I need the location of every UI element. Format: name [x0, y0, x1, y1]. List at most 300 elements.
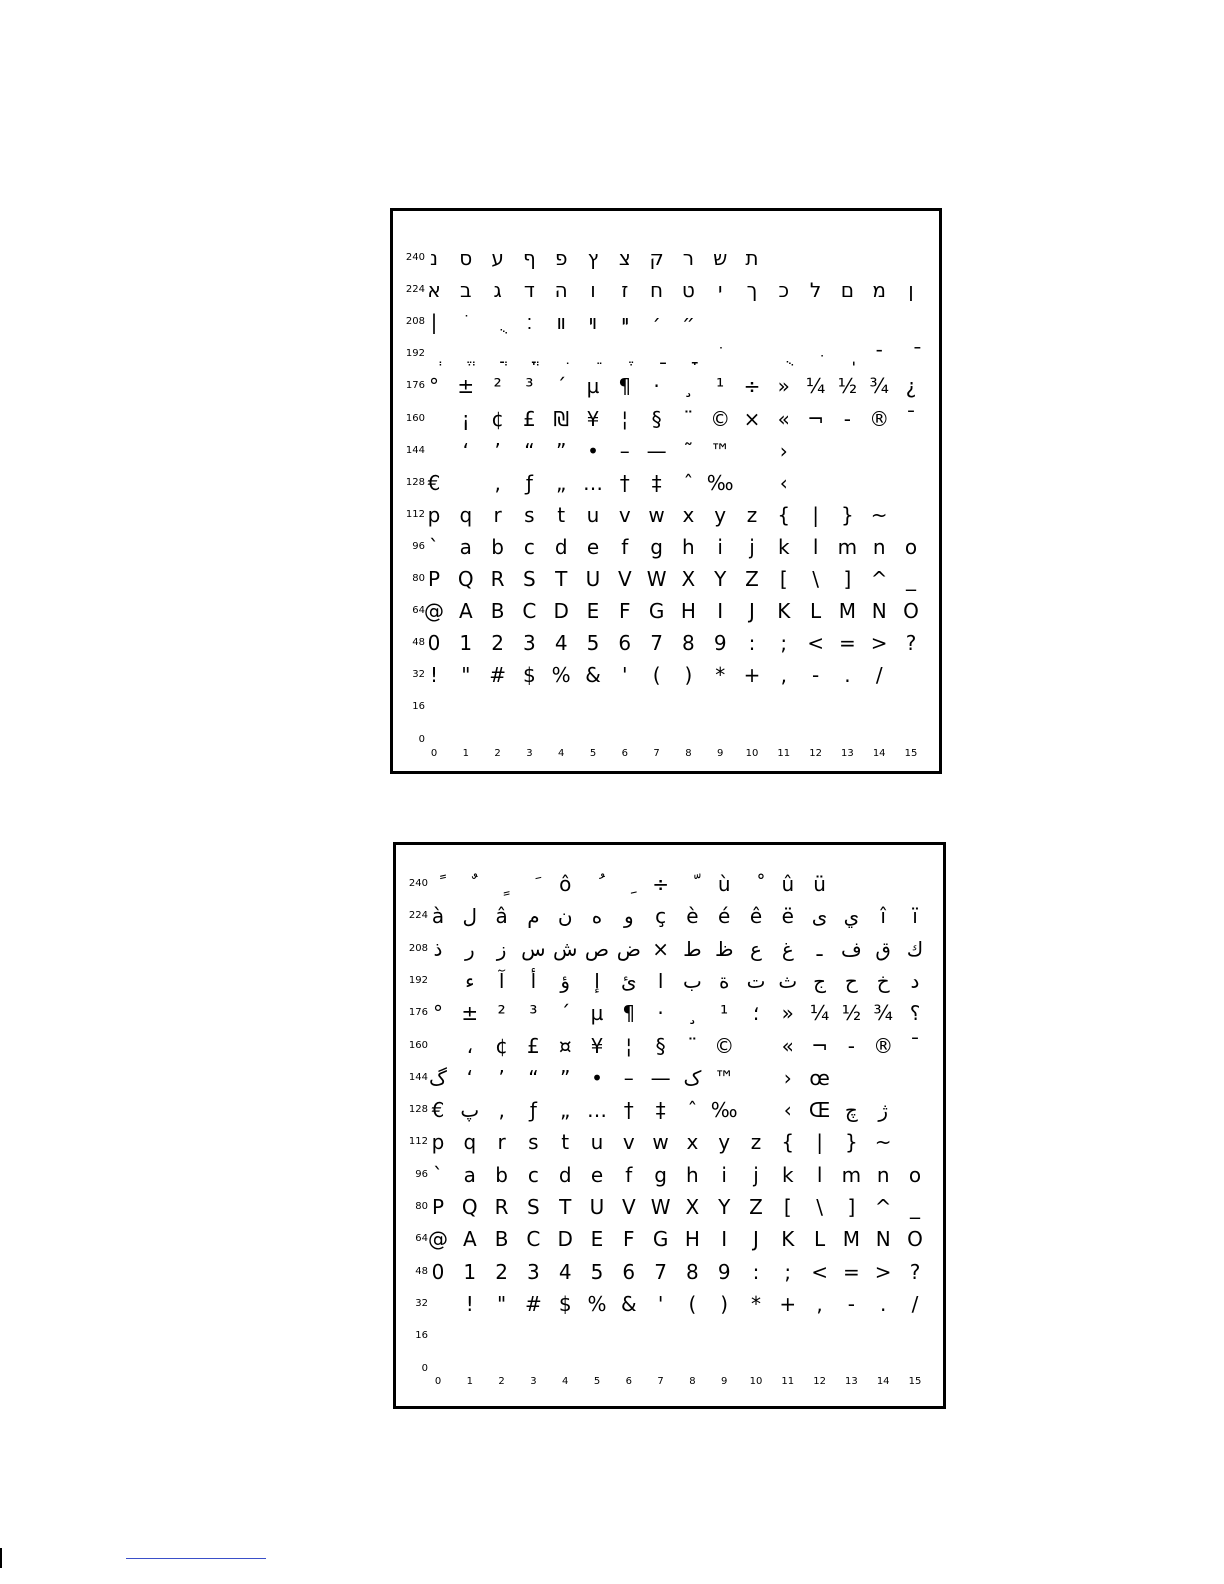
- char-cell: t: [557, 502, 566, 527]
- char-cell: [768, 307, 800, 337]
- char-cell: ד: [523, 278, 535, 303]
- char-cell: ÷: [743, 374, 761, 399]
- char-cell: :: [748, 631, 756, 656]
- column-label: 11: [781, 1376, 795, 1387]
- row-label: 160: [408, 1039, 428, 1051]
- char-cell: ": [461, 663, 471, 688]
- char-cell: ,: [780, 663, 787, 688]
- char-cell: 5: [586, 631, 600, 656]
- char-cell: @: [428, 1227, 448, 1252]
- char-cell: [831, 692, 863, 722]
- char-cell: װ: [556, 310, 566, 335]
- row-label: 48: [412, 637, 425, 649]
- char-cell: ½: [837, 374, 858, 399]
- char-cell: [645, 1321, 677, 1351]
- char-cell: 2: [495, 1259, 508, 1284]
- char-cell: ¦: [621, 406, 629, 431]
- char-cell: O: [903, 599, 919, 624]
- char-cell: ±: [461, 1001, 479, 1026]
- char-cell: [609, 339, 641, 369]
- char-cell: ç: [655, 904, 667, 929]
- char-cell: D: [557, 1227, 573, 1252]
- char-cell: ک: [683, 1065, 702, 1090]
- column-label: 14: [876, 1376, 890, 1387]
- char-cell: [736, 307, 768, 337]
- row-label: 112: [408, 1136, 428, 1148]
- char-cell: V: [621, 1195, 636, 1219]
- char-cell: ‡: [651, 470, 662, 495]
- char-cell: ث: [778, 968, 798, 993]
- column-label: 2: [494, 748, 501, 759]
- char-cell: T: [555, 567, 568, 591]
- row-label: 240: [408, 878, 428, 889]
- char-cell: ¸: [683, 374, 694, 399]
- char-cell: ™: [714, 1065, 735, 1090]
- char-cell: [581, 1321, 613, 1351]
- char-cell: 8: [686, 1259, 699, 1284]
- char-cell: ע: [491, 246, 504, 270]
- char-cell: µ: [590, 1001, 604, 1026]
- char-cell: [613, 1321, 645, 1351]
- char-cell: צ: [618, 246, 631, 270]
- char-cell: [863, 243, 895, 273]
- char-cell: ك: [906, 936, 924, 961]
- char-cell: ‚: [498, 1098, 505, 1123]
- char-cell: ^: [874, 1195, 892, 1219]
- char-cell: »: [777, 374, 790, 399]
- char-cell: ف: [841, 936, 862, 961]
- char-cell: `: [429, 534, 439, 559]
- char-cell: ù: [717, 872, 731, 896]
- char-cell: 2: [491, 631, 504, 656]
- char-cell: ¬: [811, 1033, 828, 1058]
- char-cell: x: [686, 1130, 699, 1155]
- row-label: 16: [412, 701, 425, 713]
- char-cell: [895, 243, 927, 273]
- char-cell: ): [720, 1291, 729, 1316]
- char-cell: [545, 339, 577, 369]
- char-cell: Y: [718, 1195, 731, 1219]
- char-cell: d: [558, 1162, 572, 1187]
- char-cell: [736, 692, 768, 722]
- char-cell: 3: [527, 1259, 540, 1284]
- char-cell: ئ: [620, 968, 637, 993]
- char-cell: ،: [466, 1033, 474, 1058]
- char-cell: x: [682, 502, 695, 527]
- char-cell: 9: [713, 631, 727, 656]
- char-cell: ü: [813, 872, 826, 896]
- char-cell: D: [553, 599, 569, 624]
- char-cell: [800, 468, 832, 498]
- column-label: 3: [526, 748, 533, 759]
- char-cell: [450, 468, 482, 498]
- char-cell: ²: [493, 374, 502, 399]
- column-label: 8: [685, 748, 692, 759]
- char-cell: د: [910, 968, 920, 993]
- char-cell: 0: [431, 1259, 445, 1284]
- char-cell: m: [837, 534, 858, 559]
- char-cell: ·: [653, 374, 660, 399]
- char-cell: .: [880, 1291, 887, 1316]
- column-label: 0: [430, 748, 438, 759]
- char-cell: <: [807, 631, 824, 656]
- char-cell: |: [430, 310, 438, 335]
- char-cell: [863, 468, 895, 498]
- char-cell: ‹: [779, 470, 788, 495]
- char-cell: ه: [591, 904, 603, 929]
- char-cell: [768, 339, 800, 369]
- char-cell: q: [463, 1130, 477, 1155]
- column-label: 1: [462, 748, 469, 759]
- char-cell: [768, 692, 800, 722]
- char-cell: °: [433, 1001, 443, 1026]
- char-cell: M: [838, 599, 857, 624]
- row-label: 176: [408, 1007, 428, 1019]
- column-label: 8: [689, 1376, 696, 1387]
- char-cell: B: [494, 1227, 509, 1252]
- char-cell: X: [685, 1195, 700, 1219]
- char-cell: …: [587, 1098, 607, 1123]
- char-cell: †: [619, 470, 630, 495]
- char-cell: ;: [784, 1259, 792, 1284]
- char-cell: [486, 869, 518, 899]
- char-cell: [482, 307, 514, 337]
- char-cell: ): [684, 663, 693, 688]
- char-cell: ء: [465, 968, 475, 993]
- char-cell: „: [560, 1098, 571, 1123]
- column-label: 9: [721, 1376, 728, 1387]
- row-label: 64: [412, 605, 425, 617]
- char-cell: è: [686, 904, 699, 929]
- char-cell: {: [781, 1130, 795, 1155]
- char-cell: B: [490, 599, 505, 624]
- char-cell: {: [777, 502, 791, 527]
- char-cell: L: [814, 1227, 826, 1252]
- char-cell: ”: [560, 1065, 571, 1090]
- char-cell: ½: [841, 1001, 862, 1026]
- char-cell: [418, 404, 450, 434]
- column-label: 4: [558, 748, 565, 759]
- char-cell: [482, 339, 514, 369]
- char-cell: ¨: [683, 406, 694, 431]
- char-cell: ': [657, 1291, 664, 1316]
- char-cell: [418, 692, 450, 722]
- char-cell: ق: [875, 936, 891, 961]
- char-cell: [800, 307, 832, 337]
- char-cell: [450, 692, 482, 722]
- row-label: 240: [405, 252, 425, 263]
- char-cell: [867, 1063, 899, 1093]
- char-cell: V: [617, 567, 632, 591]
- char-cell: ]: [847, 1195, 856, 1219]
- char-cell: [641, 692, 673, 722]
- char-cell: &: [585, 663, 601, 688]
- char-cell: g: [654, 1162, 667, 1187]
- char-cell: }: [841, 502, 854, 527]
- char-cell: [704, 339, 736, 369]
- char-cell: 7: [654, 1259, 667, 1284]
- char-cell: آ: [498, 968, 505, 993]
- char-cell: ت: [746, 968, 766, 993]
- char-cell: 4: [554, 631, 568, 656]
- char-cell: [577, 339, 609, 369]
- char-cell: Q: [457, 567, 474, 591]
- char-cell: c: [527, 1162, 539, 1187]
- char-cell: [736, 468, 768, 498]
- char-cell: â: [495, 904, 508, 929]
- char-cell: •: [587, 438, 599, 463]
- char-cell: E: [590, 1227, 604, 1252]
- row-label: 160: [405, 412, 425, 424]
- char-cell: ¼: [809, 1001, 830, 1026]
- column-label: 6: [621, 748, 628, 759]
- char-cell: |: [816, 1130, 823, 1155]
- char-cell: <: [811, 1259, 828, 1284]
- char-cell: ח: [650, 278, 664, 303]
- column-label: 10: [749, 1376, 763, 1387]
- char-cell: [800, 692, 832, 722]
- char-cell: ؤ: [560, 968, 571, 993]
- char-cell: €: [427, 470, 441, 495]
- char-cell: ش: [552, 936, 578, 961]
- char-cell: ة: [718, 968, 730, 993]
- column-label: 6: [625, 1376, 632, 1387]
- char-cell: ¥: [586, 406, 600, 431]
- row-label: 0: [421, 1362, 428, 1374]
- footnote-separator: [126, 1558, 266, 1559]
- char-cell: !: [429, 663, 439, 688]
- char-cell: g: [650, 534, 663, 559]
- char-cell: %: [587, 1291, 607, 1316]
- char-cell: [708, 1321, 740, 1351]
- char-cell: [486, 1321, 518, 1351]
- row-label: 128: [408, 1104, 428, 1116]
- char-cell: غ: [781, 936, 794, 961]
- char-cell: [895, 468, 927, 498]
- row-label: 16: [415, 1330, 428, 1342]
- char-cell: [895, 660, 927, 690]
- char-cell: J: [749, 599, 755, 624]
- char-cell: ‰: [706, 470, 734, 495]
- char-cell: ؟: [909, 1001, 921, 1026]
- char-cell: [450, 307, 482, 337]
- char-cell: ץ: [587, 246, 599, 270]
- char-cell: [422, 1321, 454, 1351]
- char-cell: أ: [530, 968, 537, 993]
- char-cell: J: [753, 1227, 759, 1252]
- char-cell: n: [872, 534, 886, 559]
- char-cell: -: [843, 406, 851, 431]
- char-cell: [422, 1289, 454, 1319]
- char-cell: û: [781, 872, 795, 896]
- char-cell: ï: [912, 904, 918, 929]
- char-cell: ¹: [716, 374, 725, 399]
- char-cell: پ: [460, 1098, 480, 1123]
- char-cell: R: [494, 1195, 509, 1219]
- char-cell: 7: [650, 631, 663, 656]
- char-cell: [899, 1127, 931, 1157]
- char-cell: י: [717, 278, 723, 303]
- row-label: 96: [415, 1168, 428, 1180]
- char-cell: ק: [649, 246, 664, 270]
- char-cell: é: [718, 904, 731, 929]
- char-cell: [867, 1321, 899, 1351]
- char-cell: [581, 869, 613, 899]
- char-cell: —: [646, 438, 667, 463]
- char-cell: ظ: [714, 936, 734, 961]
- char-cell: *: [751, 1291, 761, 1316]
- row-label: 144: [405, 444, 425, 456]
- column-label: 7: [657, 1376, 664, 1387]
- char-cell: [895, 500, 927, 530]
- char-cell: S: [523, 567, 536, 591]
- char-cell: ح: [844, 968, 858, 993]
- char-cell: ƒ: [525, 470, 533, 495]
- char-cell: ט: [681, 278, 695, 303]
- char-cell: [800, 339, 832, 369]
- char-cell: [704, 307, 736, 337]
- char-cell: G: [652, 1227, 669, 1252]
- char-cell: ]: [843, 567, 852, 591]
- char-cell: נ: [429, 246, 438, 270]
- char-cell: }: [845, 1130, 858, 1155]
- char-cell: [899, 1321, 931, 1351]
- row-label: 32: [415, 1297, 428, 1309]
- char-cell: ¿: [905, 374, 917, 399]
- char-cell: ¾: [873, 1001, 893, 1026]
- char-cell: 4: [558, 1259, 572, 1284]
- char-cell: 9: [717, 1259, 731, 1284]
- char-cell: ل: [462, 904, 478, 929]
- char-cell: ס: [459, 246, 473, 270]
- char-cell: ص: [584, 936, 610, 961]
- char-cell: U: [585, 567, 601, 591]
- char-cell: ‡: [655, 1098, 666, 1123]
- column-label: 11: [777, 748, 791, 759]
- column-label: 14: [872, 748, 886, 759]
- char-cell: ו: [590, 278, 596, 303]
- char-cell: [863, 436, 895, 466]
- char-cell: [672, 339, 704, 369]
- char-cell: ˜: [683, 438, 694, 463]
- char-cell: [804, 1321, 836, 1351]
- char-cell: a: [459, 534, 472, 559]
- char-cell: v: [622, 1130, 635, 1155]
- char-cell: ¯: [910, 1033, 920, 1058]
- char-cell: µ: [586, 374, 600, 399]
- char-cell: ^: [870, 567, 888, 591]
- char-cell: !: [465, 1291, 474, 1316]
- row-label: 208: [408, 942, 428, 954]
- char-cell: ‚: [494, 470, 501, 495]
- char-cell: [549, 1321, 581, 1351]
- char-cell: /: [875, 663, 883, 688]
- char-cell: k: [778, 534, 790, 559]
- char-cell: 6: [618, 631, 632, 656]
- char-cell: =: [839, 631, 856, 656]
- char-cell: [740, 1321, 772, 1351]
- char-cell: l: [812, 534, 819, 559]
- column-label: 12: [809, 748, 822, 759]
- row-label: 80: [412, 573, 425, 584]
- char-cell: [517, 869, 549, 899]
- char-cell: [676, 869, 708, 899]
- char-cell: م: [527, 904, 540, 929]
- row-label: 192: [408, 974, 428, 986]
- char-cell: t: [561, 1130, 570, 1155]
- char-cell: F: [623, 1227, 635, 1252]
- char-cell: ±: [457, 374, 475, 399]
- char-cell: ױ: [588, 310, 598, 335]
- char-cell: [513, 339, 545, 369]
- char-cell: ¦: [625, 1033, 633, 1058]
- char-cell: ر: [464, 936, 475, 961]
- char-cell: [863, 692, 895, 722]
- char-cell: p: [431, 1130, 445, 1155]
- char-cell: [899, 869, 931, 899]
- char-cell: y: [718, 1130, 731, 1155]
- char-cell: ›: [783, 1065, 792, 1090]
- char-cell: ¹: [720, 1001, 729, 1026]
- char-cell: z: [746, 502, 758, 527]
- char-cell: l: [816, 1162, 823, 1187]
- char-cell: K: [777, 599, 791, 624]
- char-cell: à: [431, 904, 445, 929]
- char-cell: ’: [498, 1065, 505, 1090]
- char-cell: [895, 436, 927, 466]
- row-label: 64: [415, 1233, 428, 1245]
- char-cell: 6: [622, 1259, 636, 1284]
- char-cell: ז: [621, 278, 629, 303]
- char-cell: ×: [652, 936, 669, 961]
- char-cell: G: [648, 599, 665, 624]
- char-cell: c: [523, 534, 535, 559]
- char-cell: N: [871, 599, 887, 624]
- char-cell: ´: [556, 374, 567, 399]
- char-cell: 0: [427, 631, 441, 656]
- char-cell: j: [753, 1162, 759, 1187]
- char-cell: L: [810, 599, 822, 624]
- char-cell: ˆ: [687, 1098, 698, 1123]
- char-cell: ₪: [553, 406, 570, 431]
- char-cell: ב: [460, 278, 472, 303]
- char-cell: ״: [681, 310, 695, 335]
- char-cell: i: [721, 1162, 727, 1187]
- char-cell: Œ: [808, 1098, 831, 1123]
- char-cell: X: [681, 567, 696, 591]
- char-cell: R: [490, 567, 505, 591]
- char-cell: ‘: [462, 438, 469, 463]
- char-cell: ê: [749, 904, 763, 929]
- char-cell: ¶: [622, 1001, 636, 1026]
- char-cell: —: [650, 1065, 671, 1090]
- row-label: 96: [412, 540, 425, 552]
- char-cell: ض: [616, 936, 641, 961]
- char-cell: r: [497, 1130, 506, 1155]
- char-cell: ;: [780, 631, 788, 656]
- char-cell: [418, 339, 450, 369]
- char-cell: W: [646, 567, 667, 591]
- char-cell: Z: [745, 567, 759, 591]
- char-cell: ج: [813, 968, 827, 993]
- row-label: 0: [418, 733, 425, 745]
- char-cell: ؛: [752, 1001, 760, 1026]
- char-cell: o: [904, 534, 918, 559]
- char-cell: [517, 1321, 549, 1351]
- char-cell: [418, 436, 450, 466]
- char-cell: [450, 339, 482, 369]
- char-cell: \: [812, 567, 819, 591]
